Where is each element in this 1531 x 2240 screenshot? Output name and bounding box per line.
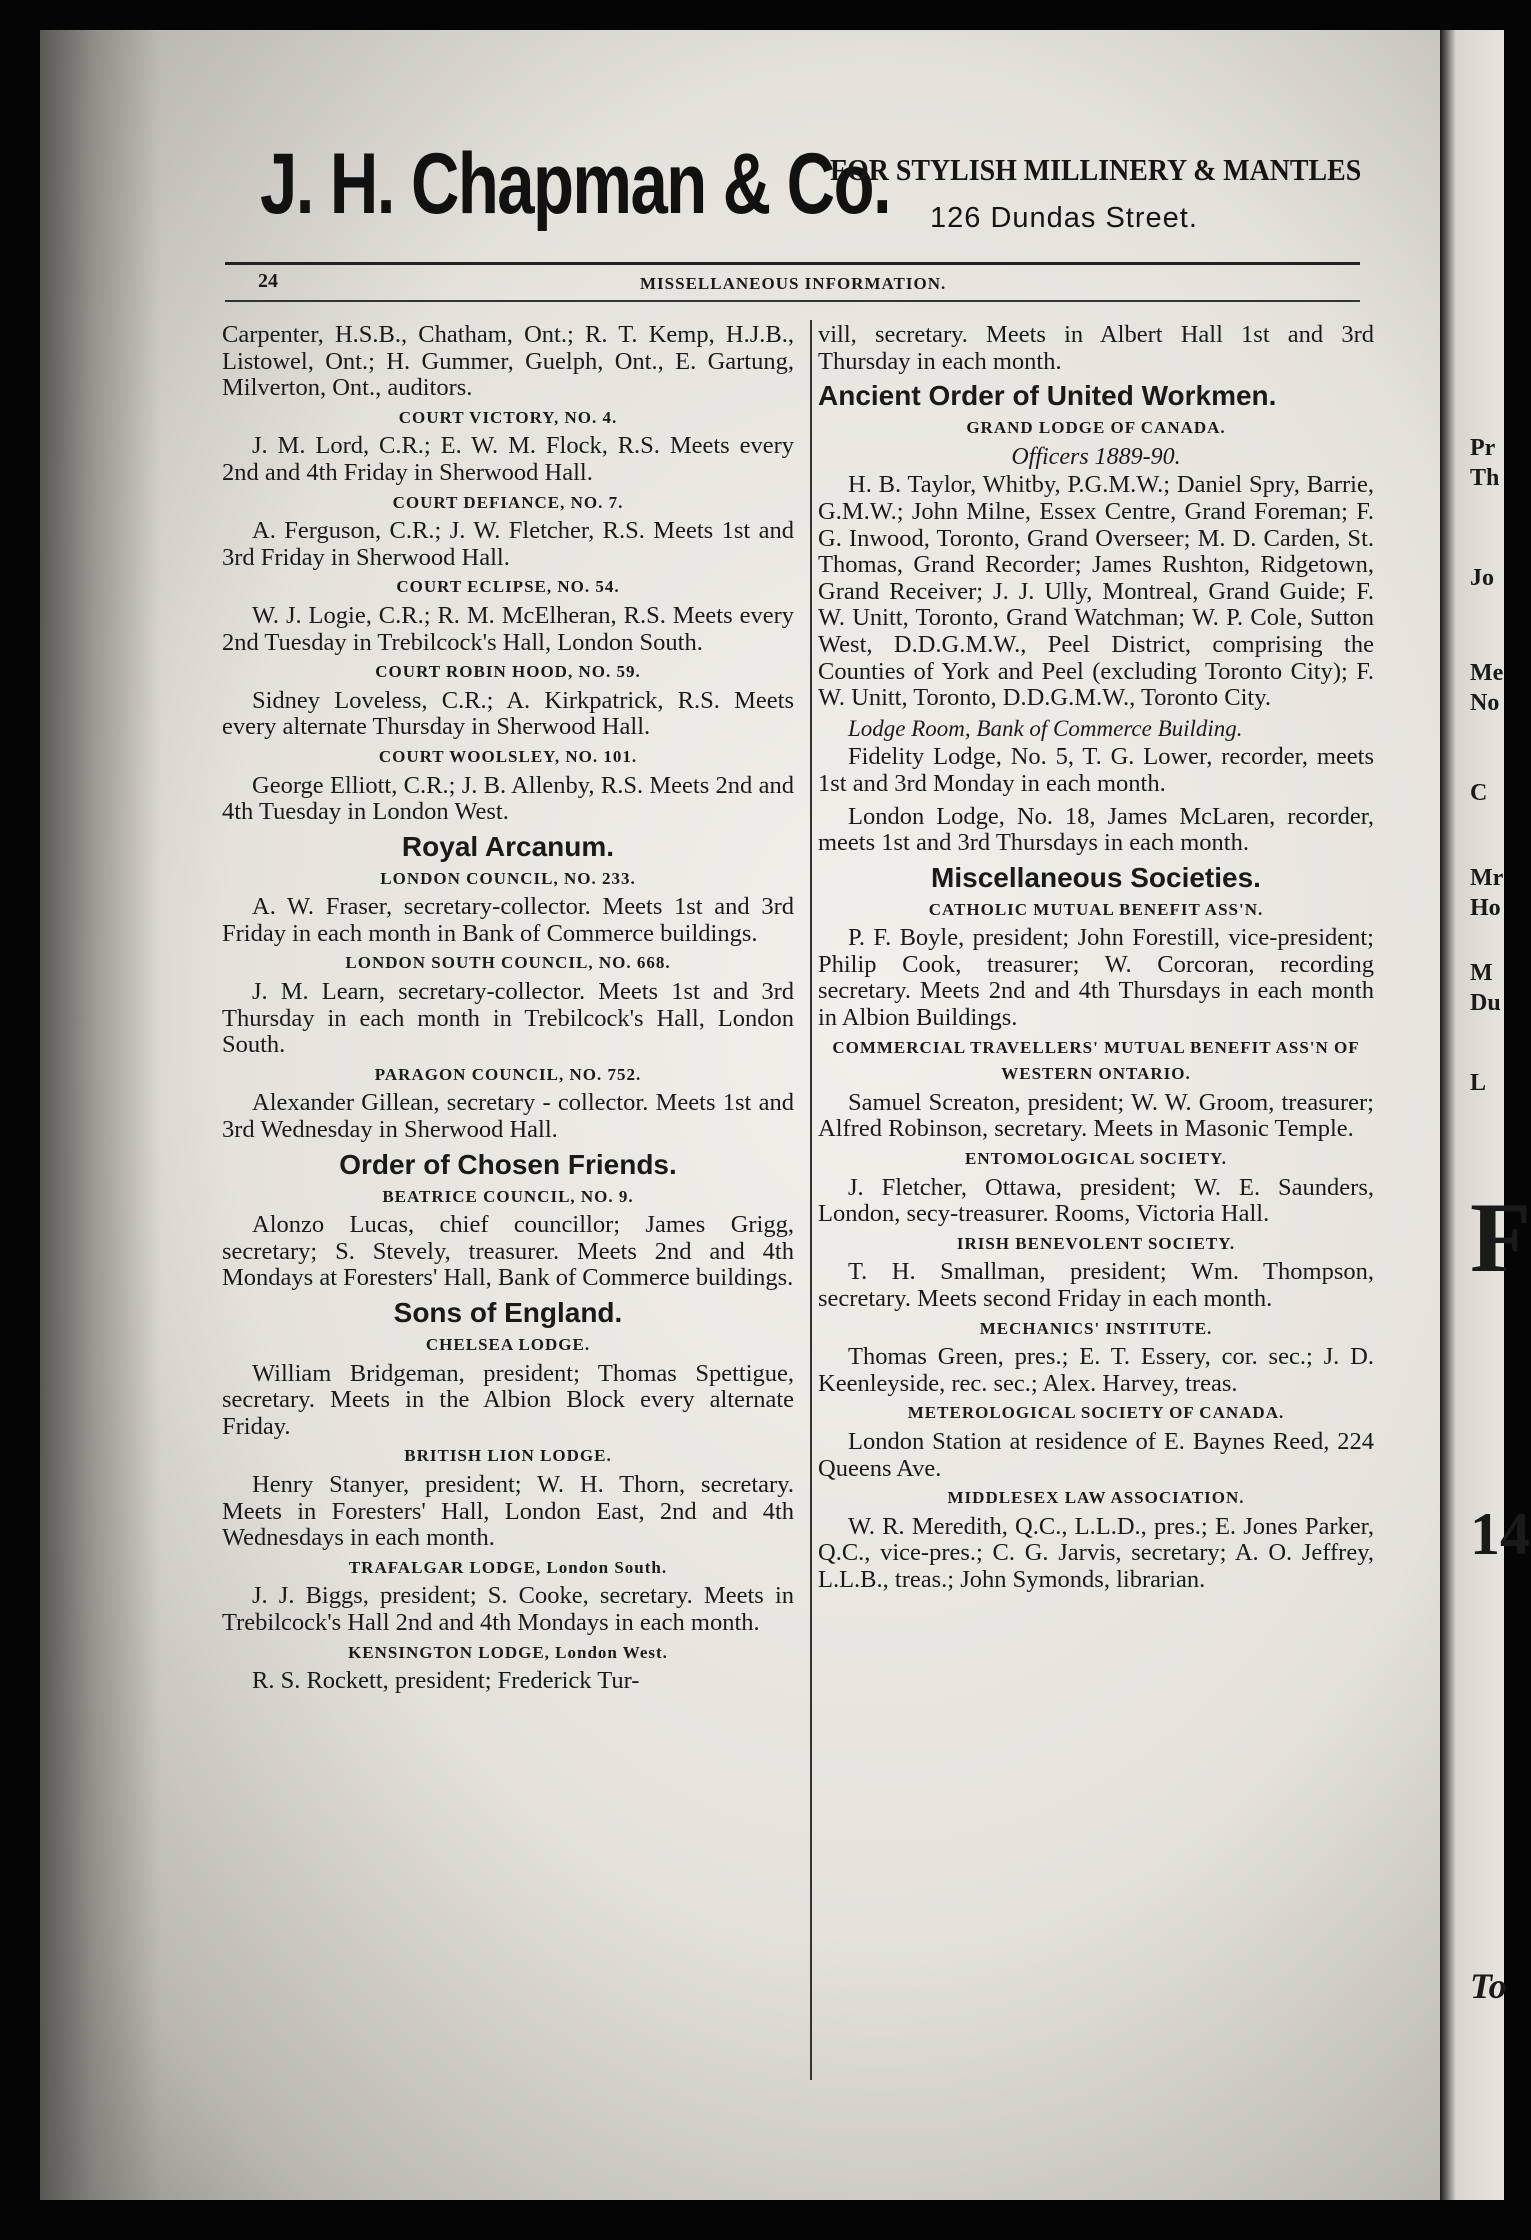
royal-arcanum-heading: Royal Arcanum.: [401, 830, 615, 862]
commercial-text: Samuel Screaton, president; W. W. Groom, treasurer; Alfred Robinson, secretary. Meets in Masonic Temple.: [818, 1088, 1374, 1143]
sons-of-england-heading: Sons of England.: [393, 1297, 623, 1328]
irish-heading: IRISH BENEVOLENT SOCIETY.: [956, 1233, 1236, 1253]
kensington-lodge-text: R. S. Rockett, president; Frederick Tur-: [252, 1667, 640, 1695]
banner-address: 126 Dundas Street.: [930, 202, 1198, 234]
london-council-heading: LONDON COUNCIL, NO. 233.: [380, 868, 636, 888]
court-robin-hood-text: Sidney Loveless, C.R.; A. Kirkpatrick, R.S. Meets every alternate Thursday in Sherwood Hall.: [222, 686, 794, 741]
catholic-text: P. F. Boyle, president; John Forestill, vice-president; Philip Cook, treasurer; W. Corcoran, recording secretary. Meets 2nd and 4th Thursdays in each month in Albion Buildings.: [818, 924, 1374, 1032]
meteorological-text: London Station at residence of E. Baynes Reed, 224 Queens Ave.: [818, 1427, 1374, 1482]
officers-heading: Officers 1889-90.: [1011, 443, 1181, 470]
mechanics-text: Thomas Green, pres.; E. T. Essery, cor. sec.; J. D. Keenleyside, rec. sec.; Alex. Harvey, treas.: [818, 1343, 1374, 1397]
chosen-friends-heading: Order of Chosen Friends.: [339, 1148, 677, 1180]
page-number: 24: [258, 270, 278, 292]
fragment: C: [1470, 780, 1488, 806]
trafalgar-lodge-heading: TRAFALGAR LODGE, London South.: [348, 1557, 668, 1577]
running-head-rule: [225, 300, 1360, 302]
mechanics-heading: MECHANICS' INSTITUTE.: [979, 1318, 1213, 1338]
kensington-lodge-heading: KENSINGTON LODGE, London West.: [348, 1642, 668, 1662]
fragment: Jo: [1470, 565, 1494, 591]
auow-heading: Ancient Order of United Workmen.: [818, 380, 1277, 412]
fidelity-lodge-text: Fidelity Lodge, No. 5, T. G. Lower, recorder, meets 1st and 3rd Monday in each month.: [818, 743, 1374, 797]
fragment: To: [1470, 1966, 1507, 2006]
entomological-heading: ENTOMOLOGICAL SOCIETY.: [965, 1149, 1227, 1169]
london-south-council-text: J. M. Learn, secretary-collector. Meets 1st and 3rd Thursday in each month in Trebilcock's Hall, London South.: [222, 978, 794, 1059]
beatrice-council-heading: BEATRICE COUNCIL, NO. 9.: [382, 1186, 634, 1206]
lodge-room-heading: Lodge Room, Bank of Commerce Building.: [848, 715, 1243, 741]
court-woolsley-text: George Elliott, C.R.; J. B. Allenby, R.S. Meets 2nd and 4th Tuesday in London West.: [222, 771, 794, 826]
london-council-text: A. W. Fraser, secretary-collector. Meets 1st and 3rd Friday in each month in Bank of Commerce buildings.: [222, 893, 794, 947]
banner-tagline: FOR STYLISH MILLINERY & MANTLES: [830, 152, 1362, 187]
advertisement-banner: [220, 130, 1380, 250]
beatrice-council-text: Alonzo Lucas, chief councillor; James Grigg, secretary; S. Stevely, treasurer. Meets 2nd and 4th Mondays at Foresters' Hall, Bank of Commerce buildings.: [222, 1211, 794, 1292]
fragment: Pr: [1470, 435, 1496, 461]
entomological-text: J. Fletcher, Ottawa, president; W. E. Saunders, London, secy-treasurer. Rooms, Victoria Hall.: [818, 1173, 1374, 1228]
court-eclipse-text: W. J. Logie, C.R.; R. M. McElheran, R.S. Meets every 2nd Tuesday in Trebilcock's Hall, London South.: [222, 601, 794, 656]
fragment: No: [1470, 690, 1500, 716]
paragon-council-heading: PARAGON COUNCIL, NO. 752.: [374, 1064, 642, 1084]
meteorological-heading: METEROLOGICAL SOCIETY OF CANADA.: [907, 1403, 1285, 1423]
fragment: 14: [1470, 1501, 1530, 1567]
left-column: [222, 322, 794, 1695]
misc-societies-heading: Miscellaneous Societies.: [931, 861, 1261, 893]
fragment: Du: [1470, 990, 1501, 1016]
catholic-heading: CATHOLIC MUTUAL BENEFIT ASS'N.: [928, 899, 1264, 919]
london-lodge-text: London Lodge, No. 18, James McLaren, recorder, meets 1st and 3rd Thursdays in each month.: [818, 802, 1374, 857]
fragment: Mr: [1470, 865, 1504, 891]
middlesex-heading: MIDDLESEX LAW ASSOCIATION.: [947, 1488, 1245, 1508]
column-divider: [810, 320, 812, 2080]
british-lion-lodge-heading: BRITISH LION LODGE.: [404, 1446, 612, 1466]
right-column: [818, 322, 1374, 1594]
court-woolsley-heading: COURT WOOLSLEY, NO. 101.: [378, 746, 638, 766]
fragment: Ho: [1470, 895, 1501, 921]
adjacent-page-edge: [1440, 30, 1531, 2200]
court-defiance-text: A. Ferguson, C.R.; J. W. Fletcher, R.S. Meets 1st and 3rd Friday in Sherwood Hall.: [222, 517, 794, 571]
fragment: Th: [1470, 465, 1500, 491]
fragment: L: [1470, 1070, 1487, 1096]
running-head: MISSELLANEOUS INFORMATION.: [640, 274, 947, 293]
london-south-council-heading: LONDON SOUTH COUNCIL, NO. 668.: [345, 953, 671, 973]
book-page: [40, 30, 1440, 2200]
court-victory-heading: COURT VICTORY, NO. 4.: [398, 407, 618, 427]
banner-rule: [225, 262, 1360, 265]
british-lion-lodge-text: Henry Stanyer, president; W. H. Thorn, secretary. Meets in Foresters' Hall, London East, 2nd and 4th Wednesdays in each month.: [222, 1470, 794, 1552]
continuation-text: vill, secretary. Meets in Albert Hall 1st and 3rd Thursday in each month.: [818, 321, 1374, 375]
chelsea-lodge-heading: CHELSEA LODGE.: [425, 1335, 591, 1354]
officers-text: H. B. Taylor, Whitby, P.G.M.W.; Daniel Spry, Barrie, G.M.W.; John Milne, Essex Centre, Grand Foreman; F. G. Inwood, Toronto, Grand Overseer; M. D. Carden, St. Thomas, Grand Recorder; James Rushton, Ridgetown, Grand Receiver; J. J. Ully, Montreal, Grand Guide; F. W. Unitt, Toronto, Grand Watchman; W. P. Cole, Sutton West, D.D.G.M.W., Peel District, comprising the Counties of York and Peel (excluding Toronto City); F. W. Unitt, Toronto, D.D.G.M.W., Toronto City.: [818, 471, 1374, 712]
chelsea-lodge-text: William Bridgeman, president; Thomas Spettigue, secretary. Meets in the Albion Block every alternate Friday.: [222, 1359, 794, 1440]
paragon-council-text: Alexander Gillean, secretary - collector. Meets 1st and 3rd Wednesday in Sherwood Hall.: [222, 1089, 794, 1144]
court-victory-text: J. M. Lord, C.R.; E. W. M. Flock, R.S. Meets every 2nd and 4th Friday in Sherwood Hall.: [222, 432, 794, 486]
court-defiance-heading: COURT DEFIANCE, NO. 7.: [392, 492, 624, 512]
brand-name: J. H. Chapman & Co.: [260, 136, 891, 232]
grand-lodge-heading: GRAND LODGE OF CANADA.: [966, 418, 1226, 438]
court-robin-hood-heading: COURT ROBIN HOOD, NO. 59.: [375, 662, 641, 682]
fragment: F: [1470, 1182, 1531, 1293]
auditors-paragraph: Carpenter, H.S.B., Chatham, Ont.; R. T. Kemp, H.J.B., Listowel, Ont.; H. Gummer, Guelph, Ont., E. Gartung, Milverton, Ont., auditors.: [222, 321, 794, 402]
fragment: M: [1470, 960, 1493, 986]
commercial-heading: COMMERCIAL TRAVELLERS' MUTUAL BENEFIT ASS'N OF WESTERN ONTARIO.: [832, 1037, 1360, 1084]
fragment: Me: [1470, 660, 1504, 686]
trafalgar-lodge-text: J. J. Biggs, president; S. Cooke, secretary. Meets in Trebilcock's Hall 2nd and 4th Mondays in each month.: [222, 1582, 794, 1636]
court-eclipse-heading: COURT ECLIPSE, NO. 54.: [396, 577, 620, 597]
irish-text: T. H. Smallman, president; Wm. Thompson, secretary. Meets second Friday in each month.: [818, 1258, 1374, 1312]
middlesex-text: W. R. Meredith, Q.C., L.L.D., pres.; E. Jones Parker, Q.C., vice-pres.; C. G. Jarvis, secretary; A. O. Jeffrey, L.L.B., treas.; John Symonds, librarian.: [818, 1512, 1374, 1593]
